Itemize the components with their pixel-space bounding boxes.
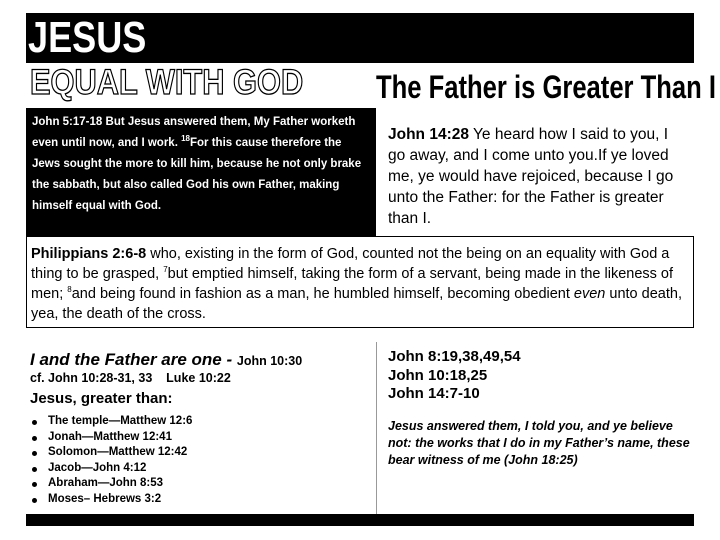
philippians-text-1: who, existing in the form of God, counted not the being on an equality with God a thing to be grasped,: [31, 246, 670, 282]
philippians-text-2: but emptied himself, taking the form of a servant, being made in the likeness of men;: [31, 266, 674, 302]
references-block: [388, 348, 521, 404]
list-item: Abraham—John 8:53: [30, 476, 192, 492]
list-item: Solomon—Matthew 12:42: [30, 445, 192, 461]
john-14-text: Ye heard how I said to you, I go away, and I come unto you.If ye loved me, ye would have rejoiced, because I go unto the Father: for the Father is greater than I.: [388, 126, 674, 227]
verse-18-number: 18: [181, 134, 190, 144]
reference-line: John 8:19,38,49,54: [388, 348, 521, 365]
verse-8-number: 8: [67, 285, 72, 295]
john-5-passage: [26, 108, 376, 236]
one-with-father-text: I and the Father are one -: [30, 350, 237, 369]
verse-7-number: 7: [163, 265, 168, 275]
reference-line: John 14:7-10: [388, 385, 480, 402]
column-divider: [376, 342, 377, 514]
john-5-text-1: But Jesus answered them, My Father worketh even until now, and I work.: [32, 116, 356, 149]
greater-than-label: Jesus, greater than:: [30, 390, 173, 407]
philippians-ref: Philippians 2:6-8: [31, 246, 147, 262]
reference-line: John 10:18,25: [388, 366, 488, 384]
philippians-text-3: and being found in fashion as a man, he humbled himself, becoming obedient: [71, 286, 574, 302]
john-14-ref: John 14:28: [388, 126, 469, 143]
equal-with-god-heading: EQUAL WITH GOD: [30, 63, 304, 102]
bottom-bar: [26, 514, 694, 526]
philippians-text-4: unto death, yea, the death of the cross.: [31, 286, 682, 322]
philippians-emphasis: even: [573, 286, 606, 302]
one-with-father-heading: [30, 350, 302, 370]
greater-than-list: [30, 414, 192, 507]
john-18-quote: Jesus answered them, I told you, and ye believe not: the works that I do in my Father’s name, these bear witness of me (John 18:25): [388, 419, 690, 467]
john-5-text-2: For this cause therefore the Jews sought the more to kill him, because he not only brake the sabbath, but also called God his own Father, making himself equal with God.: [32, 137, 362, 212]
list-item: The temple—Matthew 12:6: [30, 414, 192, 430]
page-title: JESUS: [28, 13, 147, 62]
father-greater-heading: The Father is Greater Than I: [376, 69, 716, 105]
list-item: Moses– Hebrews 3:2: [30, 492, 192, 508]
list-item: Jacob—John 4:12: [30, 461, 192, 477]
list-item: Jonah—Matthew 12:41: [30, 430, 192, 446]
john-14-passage: [388, 124, 688, 229]
one-with-father-ref: John 10:30: [236, 354, 303, 368]
john-5-ref: John 5:17-18: [32, 116, 103, 128]
cross-reference-line: cf. John 10:28-31, 33 Luke 10:22: [30, 371, 231, 385]
philippians-passage: [26, 236, 694, 328]
